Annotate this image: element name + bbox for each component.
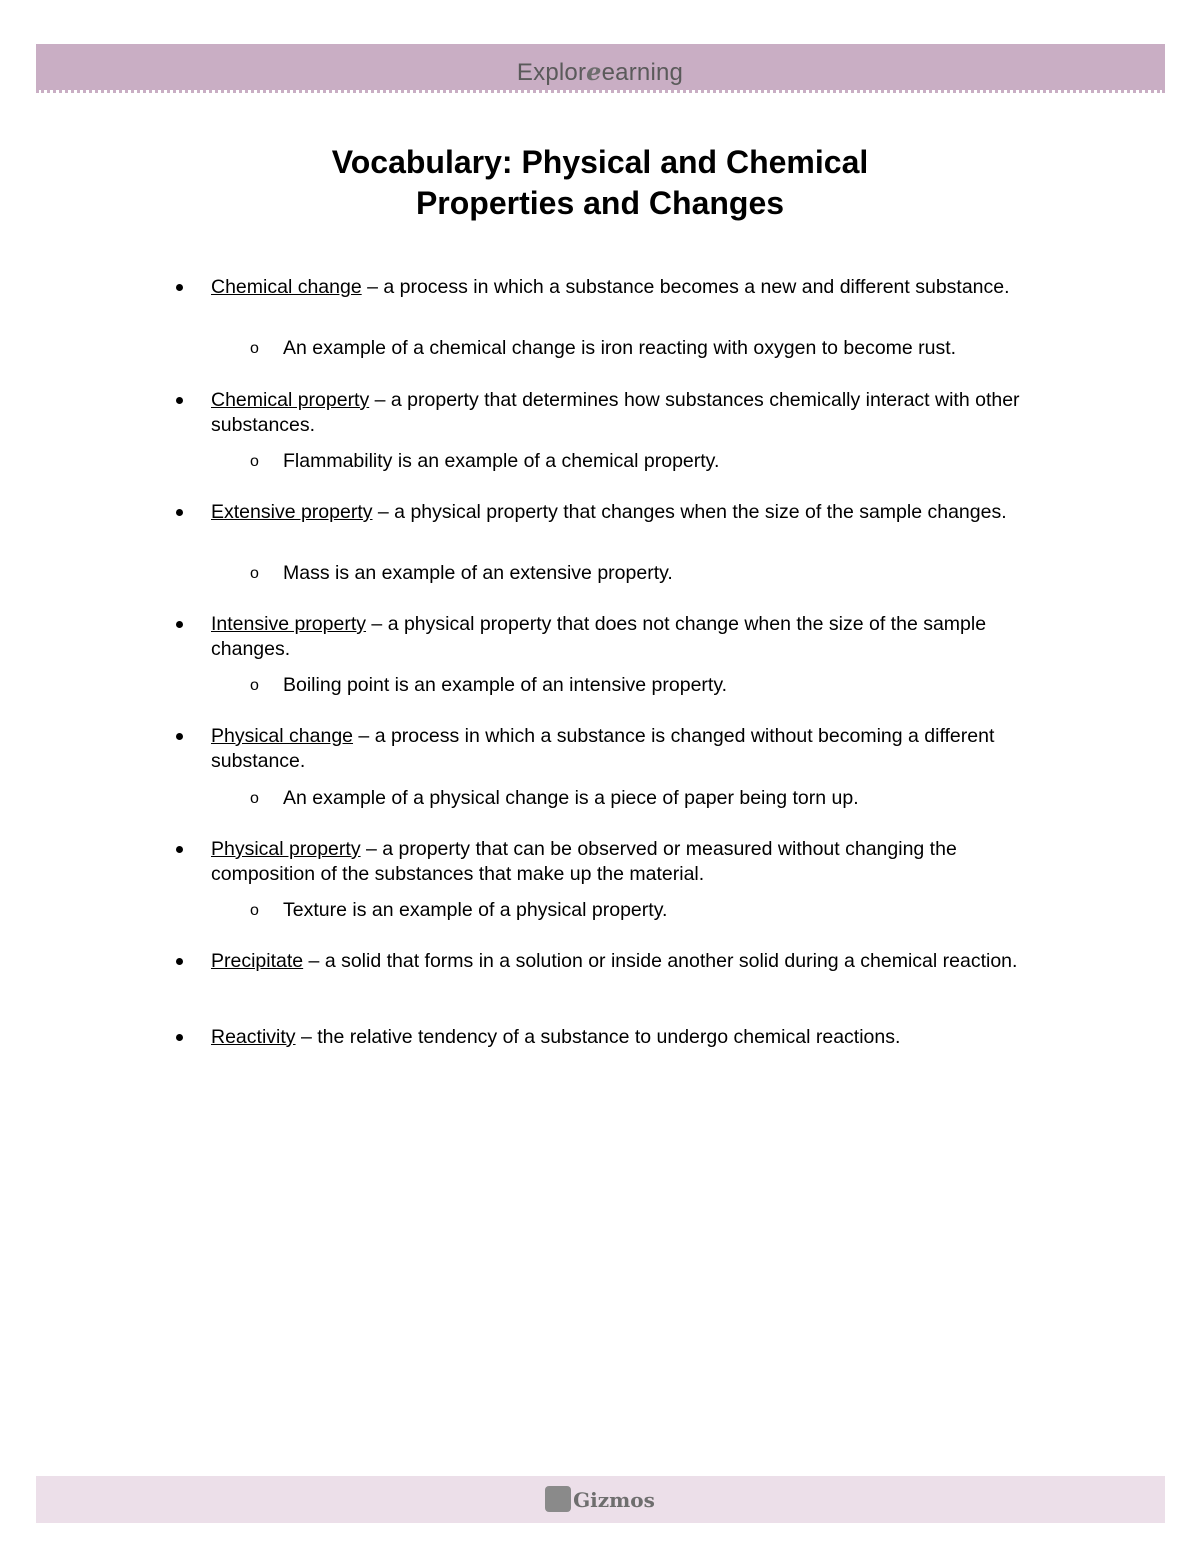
bullet-icon [176, 733, 183, 740]
brand-text-part2: earning [601, 59, 684, 86]
vocab-definition [211, 837, 1061, 887]
vocab-definition-text: – the relative tendency of a substance to undergo chemical reactions. [295, 1026, 901, 1048]
sub-bullet-icon: o [250, 677, 259, 694]
bullet-icon [176, 509, 183, 516]
title-line-1: Vocabulary: Physical and Chemical [331, 144, 869, 180]
gizmos-logo-text: Gizmos [573, 1488, 655, 1512]
bullet-icon [176, 284, 183, 291]
vocab-definition-text: – a property that determines how substances chemically interact with other substances. [211, 389, 1020, 436]
vocab-definition [211, 500, 1061, 525]
brand-text-part1: Explor [516, 59, 587, 86]
vocab-definition [211, 724, 1061, 774]
vocab-term: Chemical property [211, 389, 370, 411]
vocab-example-text: Mass is an example of an extensive property. [283, 562, 673, 584]
vocab-term: Precipitate [211, 950, 304, 972]
vocab-definition-text: – a process in which a substance becomes a new and different substance. [361, 276, 1010, 298]
vocab-definition [211, 275, 1061, 300]
vocab-term: Chemical change [211, 276, 362, 298]
gizmos-logo [0, 1488, 1200, 1515]
bullet-icon [176, 621, 183, 628]
vocab-example-text: An example of a physical change is a piece of paper being torn up. [283, 787, 859, 809]
vocab-definition [211, 949, 1061, 974]
sub-bullet-icon: o [250, 453, 259, 470]
vocab-term: Physical property [211, 838, 361, 860]
sub-bullet-icon: o [250, 340, 259, 357]
gizmos-logo-icon [545, 1486, 571, 1512]
vocab-example-text: An example of a chemical change is iron reacting with oxygen to become rust. [283, 337, 957, 359]
vocab-definition-text: – a process in which a substance is changed without becoming a different substance. [211, 725, 995, 772]
vocab-definition-text: – a physical property that changes when the size of the sample changes. [372, 501, 1007, 523]
vocab-term: Reactivity [211, 1026, 296, 1048]
title-line-2: Properties and Changes [415, 185, 785, 221]
vocab-definition [211, 388, 1061, 438]
sub-bullet-icon: o [250, 790, 259, 807]
bullet-icon [176, 846, 183, 853]
vocab-term: Extensive property [211, 501, 373, 523]
vocab-example-text: Flammability is an example of a chemical property. [283, 450, 720, 472]
vocab-definition [211, 1025, 1061, 1050]
vocab-definition-text: – a solid that forms in a solution or inside another solid during a chemical reaction. [303, 950, 1018, 972]
bullet-icon [176, 1034, 183, 1041]
sub-bullet-icon: o [250, 565, 259, 582]
vocab-term: Physical change [211, 725, 354, 747]
vocab-example-text: Texture is an example of a physical property. [283, 899, 668, 921]
vocab-term: Intensive property [211, 613, 367, 635]
bullet-icon [176, 958, 183, 965]
bullet-icon [176, 397, 183, 404]
sub-bullet-icon: o [250, 902, 259, 919]
vocab-definition [211, 612, 1061, 662]
brand-mark: e [586, 57, 602, 86]
vocab-definition-text: – a physical property that does not change when the size of the sample changes. [211, 613, 987, 660]
vocab-definition-text: – a property that can be observed or measured without changing the composition of the substances that make up the material. [211, 838, 957, 885]
vocab-example-text: Boiling point is an example of an intensive property. [283, 674, 728, 696]
